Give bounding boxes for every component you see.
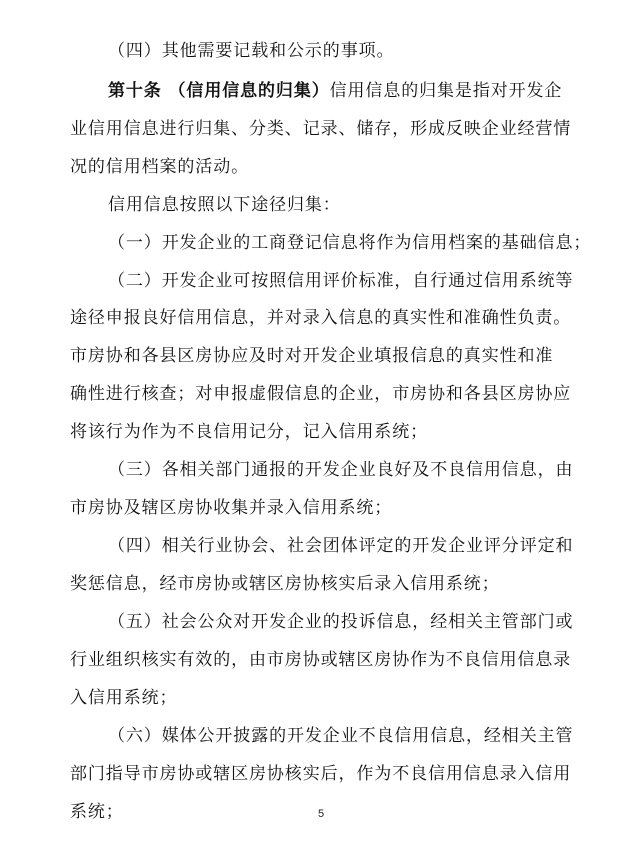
text-line: （三）各相关部门通报的开发企业良好及不良信用信息，由 [108,460,574,480]
text-line: 市房协及辖区房协收集并录入信用系统； [70,498,393,518]
text-line: （四）相关行业协会、社会团体评定的开发企业评分评定和 [108,536,574,556]
text-line: （六）媒体公开披露的开发企业不良信用信息，经相关主管 [108,726,574,746]
page-number: 5 [317,808,325,820]
text-line: （四）其他需要记载和公示的事项。 [108,41,395,61]
text-line: （五）社会公众对开发企业的投诉信息，经相关主管部门或 [108,612,574,632]
text-line: 部门指导市房协或辖区房协核实后，作为不良信用信息录入信用 [70,764,572,784]
text-line: （一）开发企业的工商登记信息将作为信用档案的基础信息； [108,233,592,253]
text-line: 市房协和各县区房协应及时对开发企业填报信息的真实性和准 [70,346,554,366]
text-line: 行业组织核实有效的，由市房协或辖区房协作为不良信用信息录 [70,650,572,670]
text-line: 将该行为作为不良信用记分，记入信用系统； [70,422,428,442]
text-line: 信用信息按照以下途径归集： [108,195,341,215]
text-line: 业信用信息进行归集、分类、记录、储存，形成反映企业经营情 [70,119,572,139]
text-line: 确性进行核查；对申报虚假信息的企业，市房协和各县区房协应 [70,384,572,404]
text-line: （二）开发企业可按照信用评价标准，自行通过信用系统等 [108,271,574,291]
text-line: 奖惩信息，经市房协或辖区房协核实后录入信用系统； [70,574,500,594]
text-line: 途径申报良好信用信息，并对录入信息的真实性和准确性负责。 [70,308,572,328]
text-line: 况的信用档案的活动。 [70,157,249,177]
text-line: 入信用系统； [70,688,178,708]
article-heading: 第十条 （信用信息的归集） [108,81,330,101]
article-10-line [108,80,562,102]
article-text: 信用信息的归集是指对开发企 [329,81,563,101]
text-line: 系统； [70,802,124,822]
